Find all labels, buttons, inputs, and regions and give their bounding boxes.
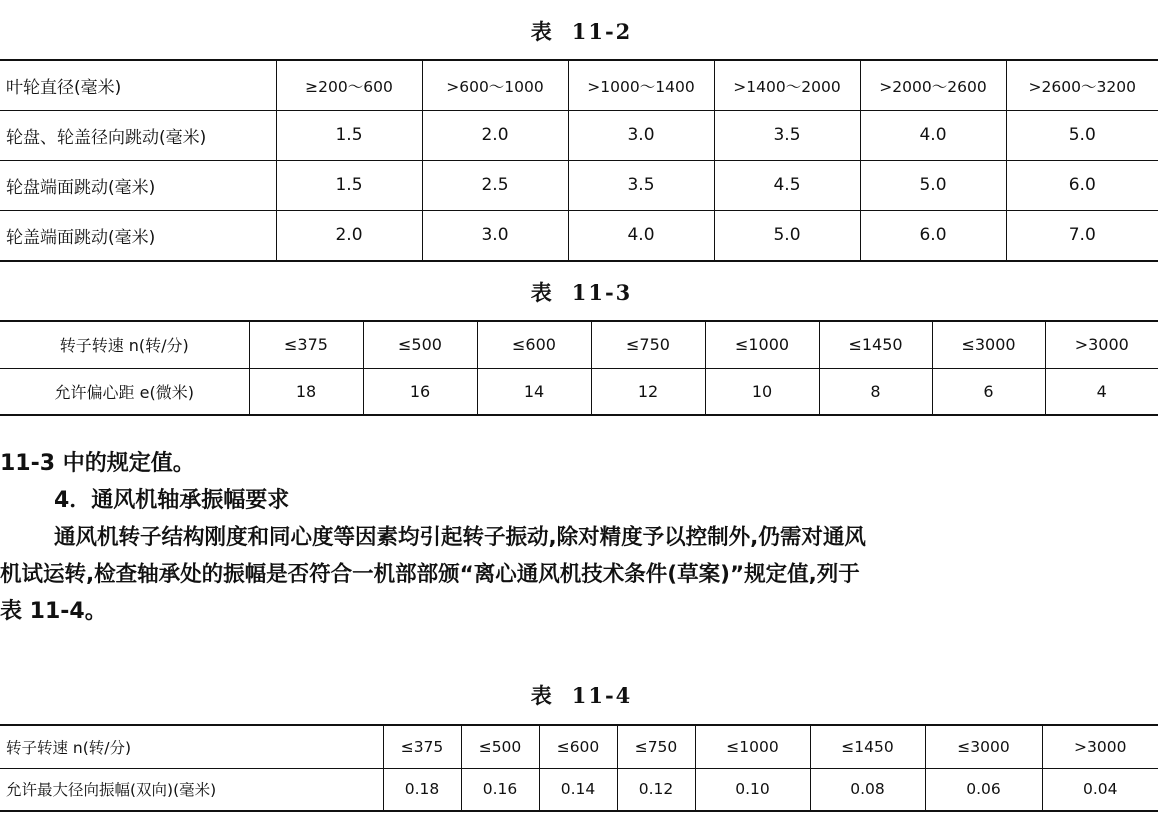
table-cell: 1.5 xyxy=(276,111,422,161)
table-11-3-header-cell: ≤1000 xyxy=(705,321,819,368)
table-11-4 xyxy=(0,724,1158,812)
table-cell: 3.0 xyxy=(568,111,714,161)
row-label: 轮盖端面跳动(毫米) xyxy=(0,210,276,261)
paragraph-fragment: 11-3 中的规定值。 xyxy=(0,451,195,476)
table-row xyxy=(0,160,1158,210)
table-11-3 xyxy=(0,320,1158,416)
table-cell: 5.0 xyxy=(714,210,860,261)
table-11-3-caption-label: 表 xyxy=(530,280,554,305)
table-11-2-caption-label: 表 xyxy=(530,19,554,44)
table-11-4-header-cell: ≤1450 xyxy=(810,725,925,768)
table-cell: 3.5 xyxy=(714,111,860,161)
table-11-4-header-cell: 转子转速 n(转/分) xyxy=(0,725,383,768)
table-cell: 2.0 xyxy=(422,111,568,161)
table-11-3-header-cell: ≤375 xyxy=(249,321,363,368)
table-11-2-header-cell: 叶轮直径(毫米) xyxy=(0,60,276,111)
table-11-2-header-row xyxy=(0,60,1158,111)
table-cell: 5.0 xyxy=(1006,111,1158,161)
table-cell: 0.18 xyxy=(383,768,461,811)
table-11-3-header-cell: ≤750 xyxy=(591,321,705,368)
table-row xyxy=(0,111,1158,161)
table-11-3-header-cell: ≤500 xyxy=(363,321,477,368)
table-cell: 4.0 xyxy=(860,111,1006,161)
table-11-2 xyxy=(0,59,1158,262)
table-cell: 5.0 xyxy=(860,160,1006,210)
table-11-3-header-cell: 转子转速 n(转/分) xyxy=(0,321,249,368)
table-11-3-caption-number: 11-3 xyxy=(571,280,633,305)
table-11-4-header-cell: ≤600 xyxy=(539,725,617,768)
table-cell: 16 xyxy=(363,368,477,415)
table-cell: 0.16 xyxy=(461,768,539,811)
table-11-2-header-cell: >1000～1400 xyxy=(568,60,714,111)
table-11-4-header-cell: ≤1000 xyxy=(695,725,810,768)
table-11-3-header-cell: ≤1450 xyxy=(819,321,932,368)
table-cell: 0.06 xyxy=(925,768,1042,811)
table-11-3-header-cell: ≤3000 xyxy=(932,321,1045,368)
table-cell: 10 xyxy=(705,368,819,415)
table-11-4-header-cell: >3000 xyxy=(1042,725,1158,768)
table-11-4-header-row xyxy=(0,725,1158,768)
table-cell: 12 xyxy=(591,368,705,415)
row-label: 轮盘端面跳动(毫米) xyxy=(0,160,276,210)
table-11-2-header-cell: ≥200～600 xyxy=(276,60,422,111)
table-cell: 0.04 xyxy=(1042,768,1158,811)
table-cell: 3.0 xyxy=(422,210,568,261)
row-label: 允许最大径向振幅(双向)(毫米) xyxy=(0,768,383,811)
table-11-4-caption-number: 11-4 xyxy=(571,683,633,708)
table-cell: 6 xyxy=(932,368,1045,415)
table-11-2-caption xyxy=(0,16,1163,46)
table-11-2-caption-number: 11-2 xyxy=(571,19,633,44)
table-cell: 2.5 xyxy=(422,160,568,210)
table-11-2-header-cell: >2600～3200 xyxy=(1006,60,1158,111)
table-row xyxy=(0,368,1158,415)
table-11-3-header-cell: >3000 xyxy=(1045,321,1158,368)
table-cell: 6.0 xyxy=(1006,160,1158,210)
table-cell: 0.10 xyxy=(695,768,810,811)
table-cell: 8 xyxy=(819,368,932,415)
paragraph-line: 表 11-4。 xyxy=(0,599,107,624)
section-heading: 4．通风机轴承振幅要求 xyxy=(54,488,290,513)
table-11-2-header-cell: >2000～2600 xyxy=(860,60,1006,111)
table-cell: 18 xyxy=(249,368,363,415)
table-cell: 4.5 xyxy=(714,160,860,210)
row-label: 轮盘、轮盖径向跳动(毫米) xyxy=(0,111,276,161)
table-cell: 14 xyxy=(477,368,591,415)
table-row xyxy=(0,210,1158,261)
table-cell: 2.0 xyxy=(276,210,422,261)
table-cell: 4 xyxy=(1045,368,1158,415)
table-cell: 1.5 xyxy=(276,160,422,210)
table-11-4-header-cell: ≤500 xyxy=(461,725,539,768)
table-cell: 7.0 xyxy=(1006,210,1158,261)
table-11-4-header-cell: ≤750 xyxy=(617,725,695,768)
table-11-2-header-cell: >1400～2000 xyxy=(714,60,860,111)
body-text xyxy=(0,445,1163,630)
table-11-4-caption-label: 表 xyxy=(530,683,554,708)
table-11-3-header-cell: ≤600 xyxy=(477,321,591,368)
table-cell: 0.08 xyxy=(810,768,925,811)
table-cell: 0.14 xyxy=(539,768,617,811)
table-cell: 3.5 xyxy=(568,160,714,210)
table-cell: 4.0 xyxy=(568,210,714,261)
table-11-3-caption xyxy=(0,277,1163,307)
table-11-4-caption xyxy=(0,680,1163,710)
table-cell: 0.12 xyxy=(617,768,695,811)
table-cell: 6.0 xyxy=(860,210,1006,261)
table-11-4-header-cell: ≤3000 xyxy=(925,725,1042,768)
table-11-3-header-row xyxy=(0,321,1158,368)
table-row xyxy=(0,768,1158,811)
paragraph-line: 通风机转子结构刚度和同心度等因素均引起转子振动,除对精度予以控制外,仍需对通风 xyxy=(54,525,866,550)
table-11-4-header-cell: ≤375 xyxy=(383,725,461,768)
paragraph-line: 机试运转,检查轴承处的振幅是否符合一机部部颁“离心通风机技术条件(草案)”规定值,列于 xyxy=(0,562,860,587)
row-label: 允许偏心距 e(微米) xyxy=(0,368,249,415)
table-11-2-header-cell: >600～1000 xyxy=(422,60,568,111)
